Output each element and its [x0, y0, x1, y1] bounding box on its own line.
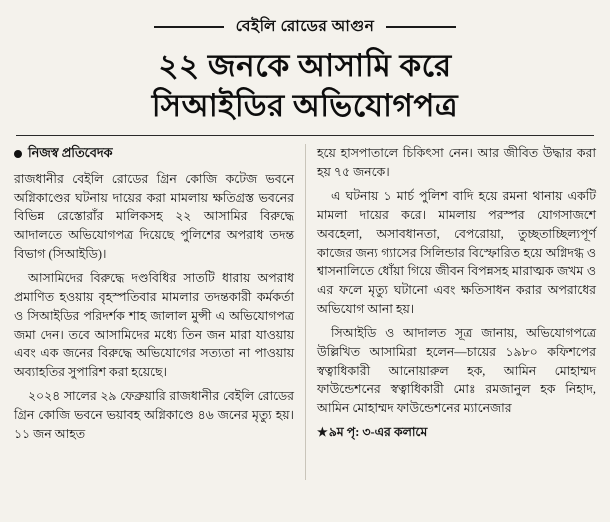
paragraph: এ ঘটনায় ১ মার্চ পুলিশ বাদি হয়ে রমনা থানায় একটি মামলা দায়ের করে। মামলায় পরস্পর যোগসাজশে অবহেলা, অসাবধানতা, বেপরোয়া, তুচ্ছতাচ্ছিল্যপূর্ণ কাজের জন্য গ্যাসের সিলিন্ডার বিস্ফোরিত হয়ে অগ্নিদগ্ধ ও শ্বাসনালিতে ধোঁয়া গিয়ে জীবন বিপন্নসহ মারাত্মক জখম ও এর ফলে মৃত্যু ঘটানো এবং ক্ষতিসাধন করার অপরাধের অভিযোগ আনা হয়।	[317, 189, 596, 317]
jump-line	[317, 423, 596, 442]
byline-text: নিজস্ব প্রতিবেদক	[28, 146, 113, 161]
column-left	[14, 144, 305, 480]
paragraph: ২০২৪ সালের ২৯ ফেব্রুয়ারি রাজধানীর বেইলি রোডের গ্রিন কোজি ভবনে ভয়াবহ অগ্নিকাণ্ডে ৪৬ জনের মৃত্যু হয়। ১১ জন আহত	[14, 389, 294, 441]
article-columns	[14, 144, 596, 480]
kicker-text: বেইলি রোডের আগুন	[235, 18, 375, 35]
kicker-row	[14, 14, 596, 40]
jump-line-text: ৯ম পৃ: ৩-এর কলামে	[328, 425, 428, 440]
paragraph: হয়ে হাসপাতালে চিকিৎসা নেন। আর জীবিত উদ্ধার করা হয় ৭৫ জনকে।	[317, 146, 596, 180]
headline-line-1: ২২ জনকে আসামি করে	[158, 48, 452, 83]
paragraph: সিআইডি ও আদালত সূত্র জানায়, অভিযোগপত্রে উল্লিখিত আসামিরা হলেন—চায়ের ১৯৮০ কফিশপের স্বত্বাধিকারী আনোয়ারুল হক, আমিন মোহাম্মদ ফাউন্ডেশনের স্বত্বাধিকারী মোঃ রমজানুল হক নিহাদ, আমিন মোহাম্মদ ফাউন্ডেশনের ম্যানেজার	[317, 325, 596, 416]
paragraph: আসামিদের বিরুদ্ধে দণ্ডবিধির সাতটি ধারায় অপরাধ প্রমাণিত হওয়ায় বৃহস্পতিবার মামলার তদন্তকারী কর্মকর্তা ও সিআইডির পরিদর্শক শাহ জালাল মুন্সী এ অভিযোগপত্র জমা দেন। তবে আসামিদের মধ্যে তিন জন মারা যাওয়ায় এবং এক জনের বিরুদ্ধে অভিযোগের সত্যতা না পাওয়ায় অব্যাহতির সুপারিশ করা হয়েছে।	[14, 271, 294, 380]
byline	[14, 144, 294, 163]
headline-line-2: সিআইডির অভিযোগপত্র	[151, 87, 459, 123]
star-icon: ★	[317, 425, 328, 440]
paragraph: রাজধানীর বেইলি রোডের গ্রিন কোজি কটেজ ভবনে অগ্নিকাণ্ডের ঘটনায় দায়ের করা মামলায় ক্ষতিগ্রস্ত ভবনের বিভিন্ন রেস্তোরাঁর মালিকসহ ২২ আসামির বিরুদ্ধে আদালতে অভিযোগপত্র দিয়েছে পুলিশের অপরাধ তদন্ত বিভাগ (সিআইডি)।	[14, 171, 294, 262]
headline	[14, 46, 596, 125]
kicker-rule-right	[386, 26, 456, 28]
kicker-rule-left	[154, 26, 224, 28]
headline-divider	[16, 135, 594, 136]
column-right	[305, 144, 596, 480]
bullet-icon	[14, 150, 22, 158]
